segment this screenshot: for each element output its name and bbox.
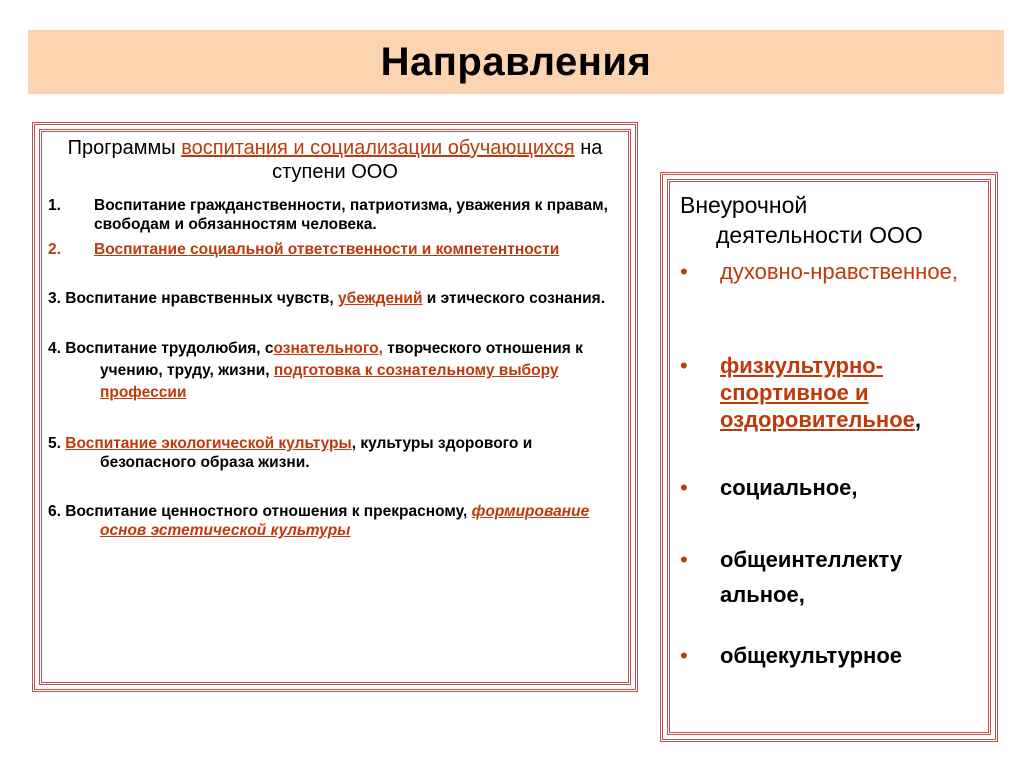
item-text-accent[interactable]: Воспитание социальной ответственности и компетентности [94,241,560,258]
item-text: Воспитание гражданственности, патриотизма, уважения к правам, свободам и обязанностям человека. [94,197,608,233]
item-number: 1. [48,197,61,214]
list-item-label[interactable]: физкультурно-спортивное и оздоровительное [720,353,915,432]
list-item-3 [48,289,608,308]
list-item-1 [48,196,608,234]
list-item-2 [48,240,608,259]
programs-heading [42,136,628,184]
list-item-sport [680,352,970,433]
bullet-icon: • [680,547,688,572]
item-text: Воспитание трудолюбия, с [65,340,274,357]
programs-heading-accent: воспитания и социализации обучающихся [181,137,575,159]
extracurricular-heading-line2: деятельности ООО [716,222,923,248]
item-text: творческого отношения к учению, труду, жизни, [100,340,583,379]
list-item-comma: , [914,407,922,432]
bullet-icon: • [680,643,688,668]
item-number: 6. [48,503,61,520]
item-text-accent[interactable]: ознательного, [273,340,383,357]
programs-panel [32,122,638,692]
list-item-5 [48,434,608,472]
item-text-accent[interactable]: Воспитание экологической культуры [65,435,352,452]
item-text: и этического сознания. [422,290,605,307]
bullet-icon: • [680,353,688,378]
item-text: Воспитание нравственных чувств, [65,290,338,307]
item-number: 3. [48,290,61,307]
list-item-label: общекультурное [720,643,903,668]
item-number: 4. [48,340,61,357]
list-item-intellectual [680,542,960,612]
list-item-spiritual [680,258,970,285]
item-text-accent2[interactable]: подготовка к сознательному выбору профессии [100,362,559,401]
item-number: 2. [48,241,61,258]
extracurricular-panel [660,172,998,742]
extracurricular-heading-line1: Внеурочной [680,192,808,218]
list-item-4 [48,338,608,404]
programs-panel-inner [39,129,631,685]
list-item-label: духовно-нравственное, [720,259,958,284]
page-title: Направления [380,39,652,84]
item-text: Воспитание ценностного отношения к прекрасному, [65,503,472,520]
list-item-6 [48,502,608,540]
item-number: 5. [48,435,61,452]
list-item-social [680,474,970,501]
item-text: , культуры здорового и безопасного образа жизни. [100,435,533,471]
bullet-icon: • [680,475,688,500]
list-item-label: социальное, [720,475,858,500]
programs-heading-text2: на ступени ООО [272,137,603,183]
bullet-icon: • [680,259,688,284]
item-text-accent[interactable]: убеждений [338,290,423,307]
list-item-label: общеинтеллекту альное, [720,547,903,607]
extracurricular-panel-inner [667,179,991,735]
title-band [28,30,1004,94]
list-item-cultural [680,642,970,669]
item-text-accent[interactable]: формирование основ эстетической культуры [100,503,590,539]
extracurricular-heading [680,190,923,250]
programs-list [48,196,608,540]
programs-heading-text1: Программы [67,137,182,159]
